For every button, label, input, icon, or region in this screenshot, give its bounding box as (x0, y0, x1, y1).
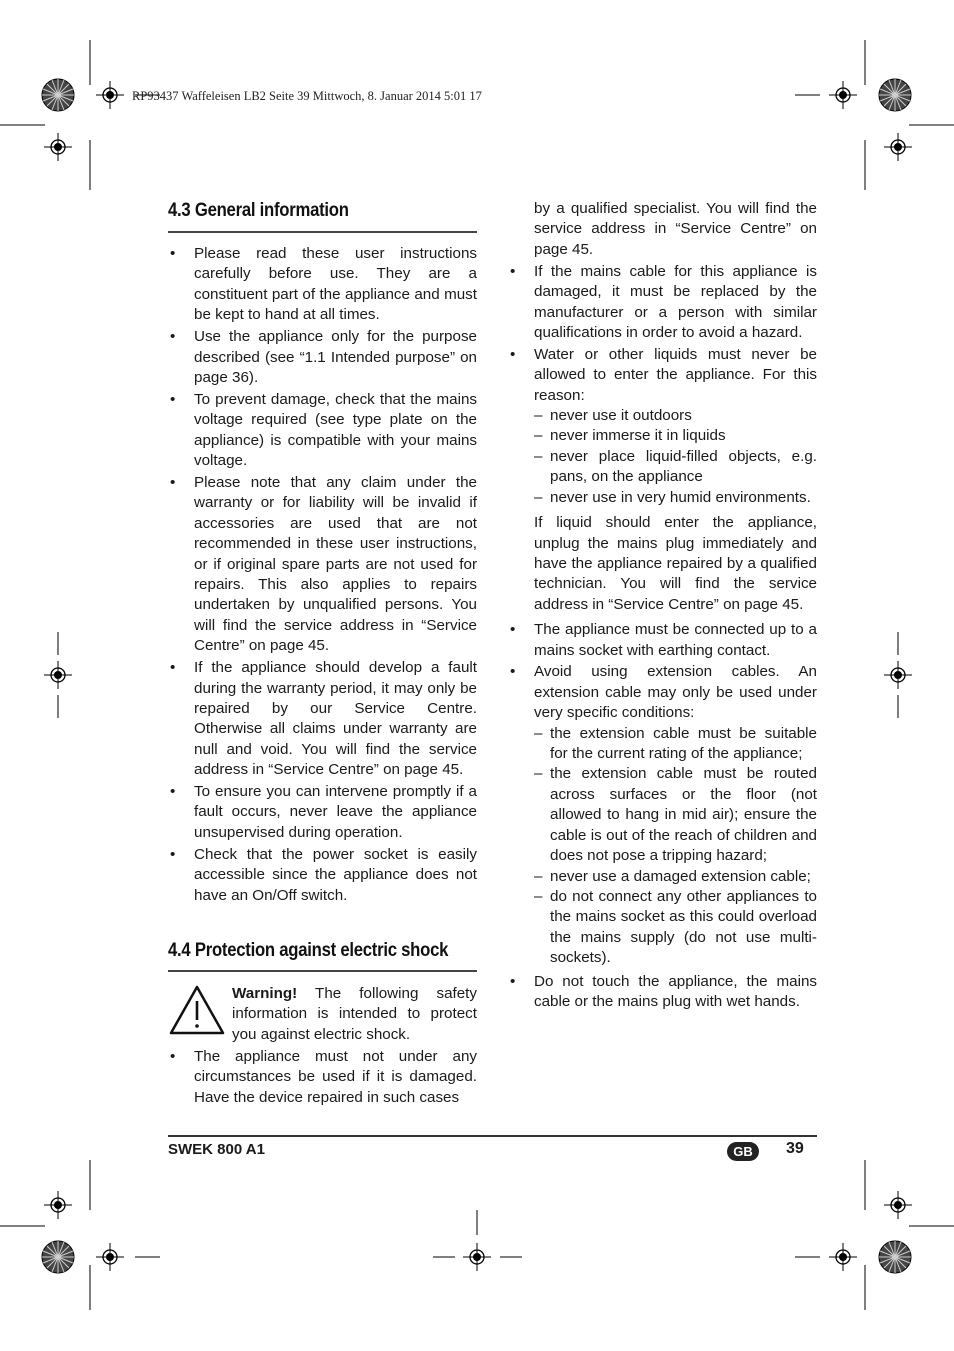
list-item-text: To ensure you can intervene promptly if a fault occurs, never leave the appliance unsupervised during operation. (194, 783, 477, 841)
star-target-icon (879, 79, 911, 111)
registration-mark-icon (96, 81, 124, 109)
list-item (508, 972, 817, 1013)
sub-list-item (534, 426, 817, 446)
list-item (168, 390, 477, 472)
warning-triangle-icon (168, 984, 226, 1036)
sub-list-item (534, 867, 817, 887)
footer-model: SWEK 800 A1 (168, 1141, 265, 1158)
registration-mark-icon (884, 661, 912, 689)
list-item (508, 345, 817, 615)
section-rule (168, 970, 477, 972)
sub-list-item (534, 887, 817, 969)
bullet-icon: • (170, 1048, 176, 1065)
list-item-text: Check that the power socket is easily accessible since the appliance does not have an On/Off switch. (194, 845, 477, 904)
star-target-icon (42, 1241, 74, 1273)
bullet-icon: • (510, 621, 516, 639)
bullet-icon: • (170, 783, 176, 801)
registration-mark-icon (44, 1191, 72, 1219)
bullet-icon: • (170, 659, 176, 677)
sub-list-item-text: the extension cable must be suitable for the current rating of the appliance; (550, 724, 817, 763)
registration-mark-icon (884, 133, 912, 161)
dash-icon: – (534, 765, 543, 783)
sub-list-item (534, 724, 817, 765)
list-item-text: Please read these user instructions carefully before use. They are a constituent part of the appliance and must be kept to hand at all times. (194, 245, 477, 324)
list-item (168, 327, 477, 388)
bullet-icon: • (510, 262, 516, 280)
sub-list-item-text: never immerse it in liquids (550, 427, 726, 445)
list-item (168, 782, 477, 843)
registration-mark-icon (463, 1243, 491, 1271)
list-item (508, 620, 817, 661)
electric-shock-list-left (168, 1047, 477, 1110)
bullet-icon: • (510, 345, 516, 363)
list-item-text: Use the appliance only for the purpose described (see “1.1 Intended purpose” on page 36). (194, 328, 477, 386)
sub-list-item (534, 447, 817, 488)
section-title-electric-shock: 4.4 Protection against electric shock (168, 940, 449, 961)
list-item (168, 244, 477, 326)
dash-icon: – (534, 724, 543, 742)
registration-mark-icon (884, 1191, 912, 1219)
electric-shock-list-right (508, 199, 817, 1014)
dash-icon: – (534, 427, 543, 445)
sub-list-item-text: the extension cable must be routed across surfaces or the floor (not allowed to hang in mid air); ensure the cable is out of the reach of children and does not pose a tripping hazard; (550, 765, 817, 865)
registration-mark-icon (44, 661, 72, 689)
list-item (168, 473, 477, 657)
warning-box (168, 984, 477, 1045)
list-item-text: The appliance must not under any circumstances be used if it is damaged. Have the device repaired in such cases (194, 1048, 477, 1106)
sub-list-item-text: never place liquid-filled objects, e.g. pans, on the appliance (550, 447, 817, 486)
dash-icon: – (534, 447, 543, 465)
dash-icon: – (534, 488, 543, 506)
registration-mark-icon (44, 133, 72, 161)
list-item-text: Water or other liquids must never be allowed to enter the appliance. For this reason: (534, 345, 817, 404)
list-item (508, 262, 817, 344)
sub-list-item (534, 406, 817, 426)
warning-label: Warning! (232, 985, 298, 1002)
registration-mark-icon (96, 1243, 124, 1271)
bullet-icon: • (170, 245, 176, 262)
star-target-icon (879, 1241, 911, 1273)
warning-text (232, 984, 477, 1045)
dash-icon: – (534, 867, 543, 885)
list-item (168, 845, 477, 906)
list-item-text: Do not touch the appliance, the mains cable or the mains plug with wet hands. (534, 972, 817, 1010)
print-header: RP93437 Waffeleisen LB2 Seite 39 Mittwoch, 8. Januar 2014 5:01 17 (132, 89, 482, 103)
footer-rule (168, 1135, 817, 1137)
page-number: 39 (786, 1140, 804, 1157)
list-item-continuation: by a qualified specialist. You will find the service address in “Service Centre” on page 45. (534, 200, 817, 258)
sub-list-item-text: never use it outdoors (550, 407, 692, 425)
list-item-text: If the mains cable for this appliance is damaged, it must be replaced by the manufacturer or a person with similar qualifications in order to avoid a hazard. (534, 262, 817, 341)
dash-icon: – (534, 887, 543, 905)
registration-mark-icon (829, 81, 857, 109)
list-item-text: The appliance must be connected up to a mains socket with earthing contact. (534, 621, 817, 659)
warning-message: The following safety information is intended to protect you against electric shock. (232, 985, 477, 1043)
bullet-icon: • (170, 390, 176, 408)
general-info-list (168, 244, 477, 908)
list-item-text: Please note that any claim under the warranty or for liability will be invalid if accessories are used that are not recommended in these user instructions, or if original spare parts are not used for repairs. This also applies to repairs undertaken by unqualified persons. You will find the service address in “Service Centre” on page 45. (194, 473, 477, 655)
sub-list-item-text: never use in very humid environments. (550, 488, 811, 506)
star-target-icon (42, 79, 74, 111)
list-item (168, 658, 477, 780)
sub-list-item (534, 764, 817, 866)
dash-icon: – (534, 407, 543, 425)
bullet-icon: • (170, 845, 176, 863)
sub-list-item-text: never use a damaged extension cable; (550, 867, 811, 885)
list-item (168, 1047, 477, 1108)
list-item (508, 662, 817, 968)
list-item-text: Avoid using extension cables. An extension cable may only be used under very specific conditions: (534, 663, 817, 722)
bullet-icon: • (170, 328, 176, 346)
list-item-text: If the appliance should develop a fault during the warranty period, it may only be repaired by our Service Centre. Otherwise all claims under warranty are null and void. You will find the service address in “Service Centre” on page 45. (194, 659, 477, 779)
bullet-icon: • (510, 972, 516, 990)
section-rule (168, 231, 477, 233)
list-item-text: To prevent damage, check that the mains voltage required (see type plate on the appliance) is compatible with your mains voltage. (194, 390, 477, 470)
registration-mark-icon (829, 1243, 857, 1271)
language-badge: GB (727, 1142, 759, 1161)
section-title-general-information: 4.3 General information (168, 200, 349, 221)
sub-list-item-text: do not connect any other appliances to the mains socket as this could overload the mains supply (do not use multi-sockets). (550, 887, 817, 967)
bullet-icon: • (510, 663, 516, 681)
list-item-note: If liquid should enter the appliance, unplug the mains plug immediately and have the appliance repaired by a qualified technician. You will find the service address in “Service Centre” on page 45. (534, 514, 817, 613)
bullet-icon: • (170, 473, 176, 491)
sub-list-item (534, 488, 817, 508)
